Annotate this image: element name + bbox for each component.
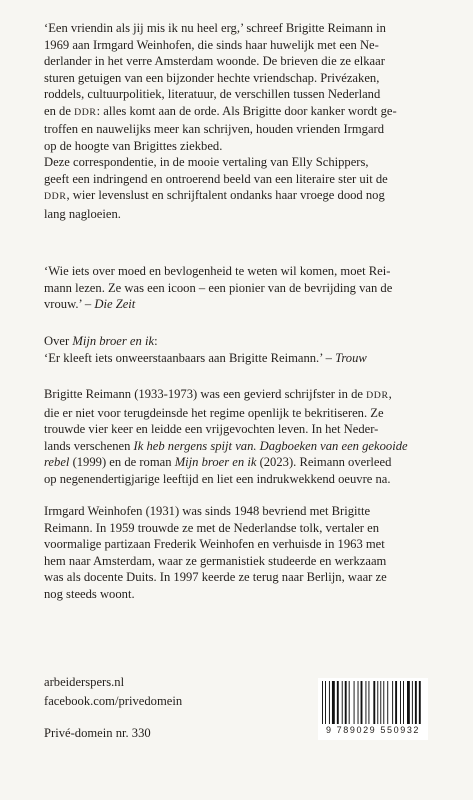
series-number: Privé-domein nr. 330	[44, 726, 151, 740]
author-bio-reimann: Brigitte Reimann (1933-1973) was een gevierd schrijfster in de DDR, die er niet voor terugdeinsde het regime openlijk te bekritiseren. Ze trouwde vier keer en leidde een vrijgevochten leven. In het Neder- lands verschenen Ik heb nergens spijt van. Dagboeken van een gekooide rebel (1999) en de roman Mijn broer en ik (2023). Reimann overleed op negenendertigjarige leeftijd en liet een indrukwekkend oeuvre na.	[44, 387, 408, 486]
press-quote-die-zeit: ‘Wie iets over moed en bevlogenheid te weten wil komen, moet Rei- mann lezen. Ze was een icoon – een pionier van de bevrijding van de vrouw.’ – Die Zeit	[44, 264, 393, 311]
facebook-link[interactable]: facebook.com/privedomein	[44, 694, 183, 708]
publisher-links	[44, 673, 182, 711]
website-link[interactable]: arbeiderspers.nl	[44, 675, 125, 689]
isbn-barcode	[318, 678, 428, 740]
author-bio-weinhofen: Irmgard Weinhofen (1931) was sinds 1948 bevriend met Brigitte Reimann. In 1959 trouwde ze met de Nederlandse tolk, vertaler en voormalige partizaan Frederik Weinhofen en verhuisde in 1963 met hem naar Amsterdam, waar ze germanistiek studeerde en werkzaam was als docente Duits. In 1997 keerde ze terug naar Berlijn, waar ze nog steeds woont.	[44, 504, 387, 601]
press-quote-trouw: Over Mijn broer en ik: ‘Er kleeft iets onweerstaanbaars aan Brigitte Reimann.’ – Trouw	[44, 334, 367, 365]
intro-paragraph: ‘Een vriendin als jij mis ik nu heel erg,’ schreef Brigitte Reimann in 1969 aan Irmgard Weinhofen, die sinds haar huwelijk met een Ne- derlander in het verre Amsterdam woonde. De brieven die ze elkaar sturen getuigen van een bijzonder hechte vriendschap. Privézaken, roddels, cultuurpolitiek, literatuur, de verschillen tussen Nederland en de DDR: alles komt aan de orde. Als Brigitte door kanker wordt ge- troffen en nauwelijks meer kan schrijven, houden vrienden Irmgard op de hoogte van Brigittes ziekbed. Deze correspondentie, in de mooie vertaling van Elly Schippers, geeft een indringend en ontroerend beeld van een literaire ster uit de DDR, wier levenslust en schrijftalent ondanks haar vroege dood nog lang nagloeien.	[44, 21, 397, 221]
isbn-number: 9 789029 550932	[325, 725, 421, 735]
barcode-bars-icon	[322, 681, 424, 724]
